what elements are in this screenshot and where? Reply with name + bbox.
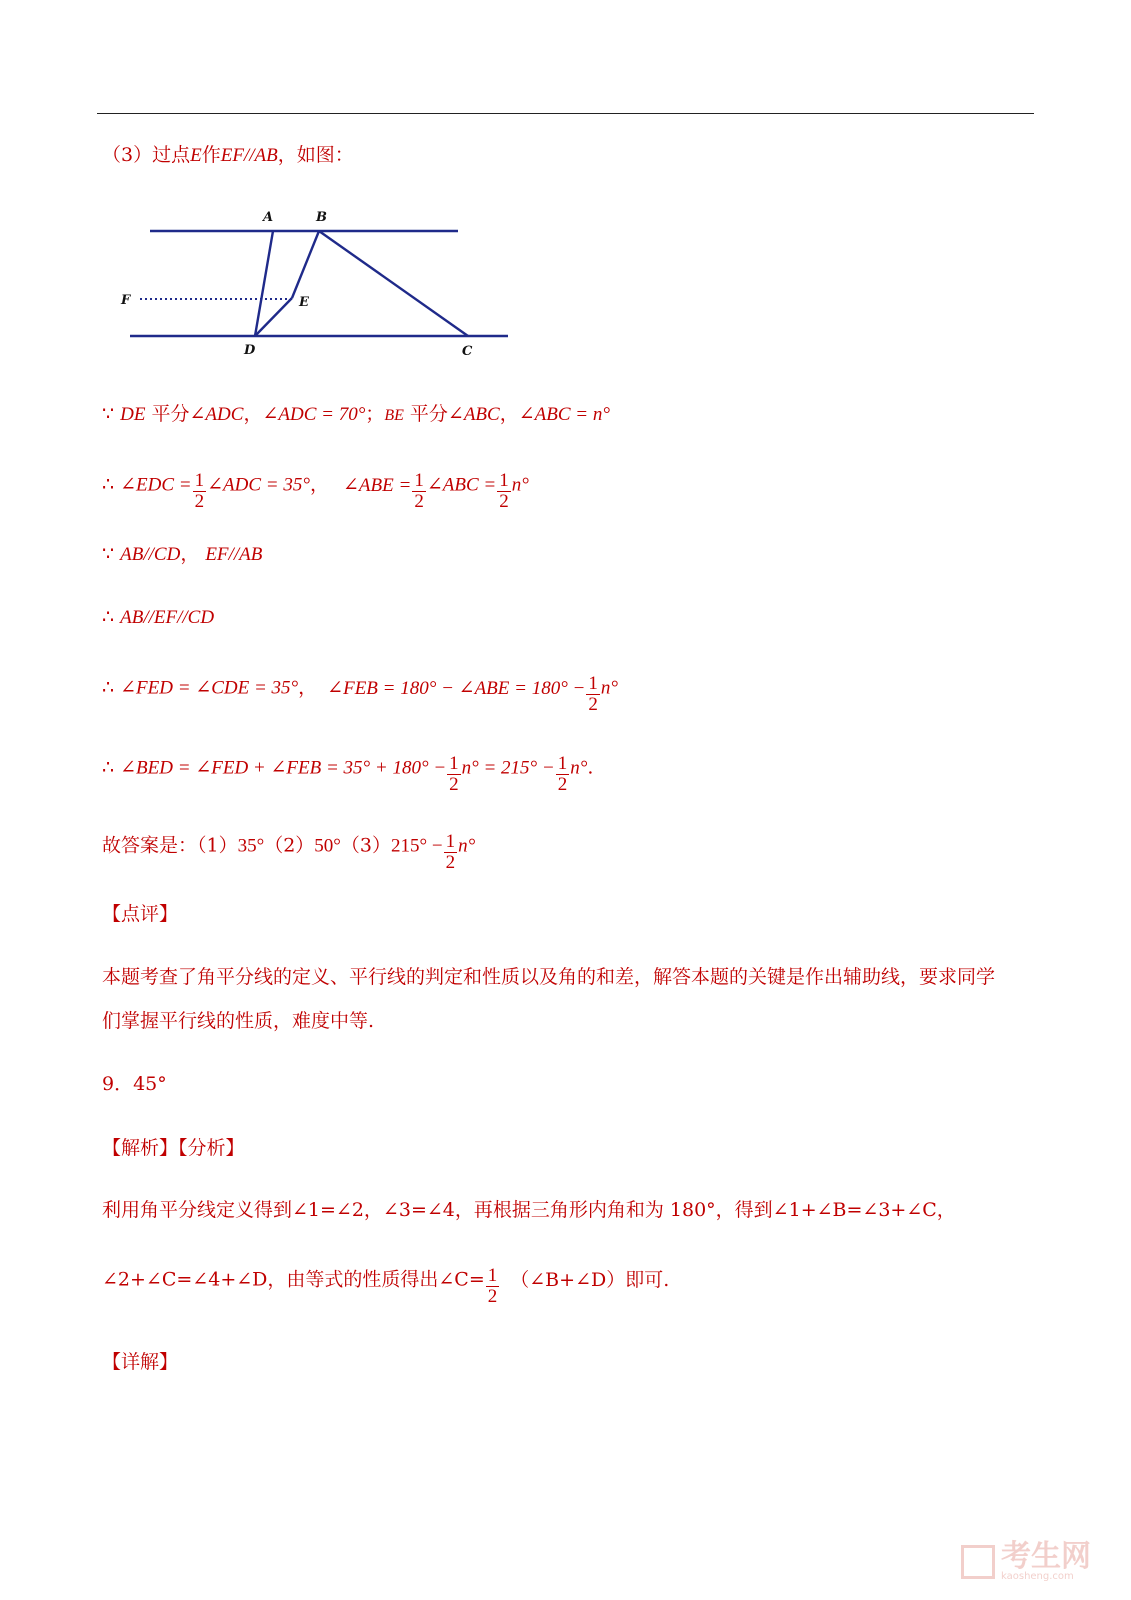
l1-semicolon: ； — [365, 403, 385, 425]
label-c: C — [462, 344, 473, 359]
therefore-symbol: ∴ — [102, 606, 121, 628]
analysis-line-2-start: ∠2+∠C=∠4+∠D，由等式的性质得出∠C= — [102, 1268, 485, 1291]
proof-line-3 — [102, 545, 262, 564]
frac-den: 2 — [499, 491, 509, 512]
l1-comma-2: ， — [499, 403, 519, 425]
l2-edc: ∠EDC = — [120, 474, 192, 496]
fraction-half — [556, 754, 570, 795]
because-symbol: ∵ — [102, 403, 121, 425]
label-e: E — [299, 295, 309, 310]
step3-point: E — [190, 145, 202, 166]
l1-comma: ， — [243, 403, 263, 425]
fraction-half — [586, 674, 600, 715]
l5-feb: ∠FEB = 180° − ∠ABE = 180° − — [327, 677, 586, 699]
review-text: 本题考查了角平分线的定义、平行线的判定和性质以及角的和差，解答本题的关键是作出辅助线，要求同学们掌握平行线的性质，难度中等. — [102, 966, 996, 1032]
l4-parallel: AB//EF//CD — [120, 607, 215, 628]
fraction-half — [486, 1266, 500, 1307]
detail-heading: 【详解】 — [102, 1351, 179, 1373]
frac-den: 2 — [588, 694, 598, 715]
analysis-line-1: 利用角平分线定义得到∠1=∠2，∠3=∠4，再根据三角形内角和为 180°，得到∠1+∠B=∠3+∠C， — [102, 1199, 956, 1221]
header-rule — [97, 113, 1034, 114]
watermark-url: kaosheng.com — [1001, 1571, 1074, 1582]
fraction-half — [193, 471, 207, 512]
l2-adc: ∠ADC = 35° — [207, 474, 310, 496]
step3-middle: 作 — [201, 144, 221, 166]
l5-n: n° — [600, 677, 618, 699]
answer-line — [102, 826, 476, 873]
frac-den: 2 — [449, 774, 459, 795]
label-d: D — [244, 343, 256, 358]
proof-line-1 — [102, 405, 610, 424]
question-9-answer: 9．45° — [102, 1073, 167, 1095]
fraction-half — [497, 471, 511, 512]
frac-num: 1 — [414, 470, 424, 491]
frac-num: 1 — [449, 753, 459, 774]
proof-line-5 — [102, 668, 618, 715]
l6-mid: n° = 215° − — [461, 757, 555, 779]
answer-1: 35° — [237, 835, 265, 857]
fraction-half — [447, 754, 461, 795]
therefore-symbol: ∴ — [102, 473, 121, 496]
frac-den: 2 — [414, 491, 424, 512]
analysis-line-2-end: （∠B+∠D）即可. — [510, 1268, 670, 1291]
analysis-line-2 — [102, 1260, 670, 1307]
geometry-diagram — [120, 200, 520, 370]
l2-comma: ， — [309, 473, 329, 496]
l5-comma: ， — [298, 676, 318, 699]
l3-comma: ， — [180, 543, 200, 565]
l1-angle-abc: ∠ABC — [447, 404, 500, 425]
l6-bed: ∠BED = ∠FED + ∠FEB = 35° + 180° − — [120, 757, 447, 779]
l1-bisect-2: 平分 — [403, 403, 448, 425]
frac-num: 1 — [194, 470, 205, 491]
frac-num: 1 — [557, 753, 568, 774]
therefore-symbol: ∴ — [102, 676, 121, 699]
proof-line-6 — [102, 748, 594, 795]
segment-bc — [319, 231, 468, 336]
answer-3-n: n° — [458, 835, 476, 857]
frac-den: 2 — [194, 491, 205, 512]
frac-num: 1 — [445, 831, 456, 852]
answer-2-label: （2） — [264, 834, 315, 857]
answer-3-label: （3） — [340, 834, 391, 857]
l5-fed: ∠FED = ∠CDE = 35° — [120, 677, 299, 699]
frac-num: 1 — [588, 673, 598, 694]
step3-line — [102, 146, 354, 165]
frac-num: 1 — [499, 470, 509, 491]
fraction-half — [444, 832, 458, 873]
watermark — [961, 1539, 1091, 1582]
answer-2: 50° — [314, 835, 341, 857]
l3-ef-ab: EF//AB — [205, 544, 263, 565]
answer-label: 故答案是：（1） — [102, 834, 238, 857]
watermark-logo-icon — [961, 1545, 995, 1579]
l1-de: DE — [120, 404, 146, 425]
l2-abc: ∠ABC = — [426, 474, 497, 496]
step3-prefix: （3）过点 — [102, 144, 191, 166]
review-heading: 【点评】 — [102, 903, 179, 925]
because-symbol: ∵ — [102, 543, 121, 565]
segment-be — [292, 231, 319, 298]
proof-line-2 — [102, 465, 529, 512]
l1-bisect: 平分 — [145, 403, 190, 425]
frac-den: 2 — [487, 1286, 498, 1307]
l6-n: n° — [570, 757, 588, 779]
l2-n: n° — [511, 474, 529, 496]
step3-suffix: ，如图： — [277, 144, 354, 166]
l2-abe: ∠ABE = — [343, 474, 412, 496]
label-a: A — [263, 210, 274, 225]
l6-period: . — [587, 756, 594, 779]
frac-den: 2 — [557, 774, 568, 795]
l1-abc-value: ∠ABC = n° — [518, 404, 610, 425]
label-b: B — [316, 210, 327, 225]
frac-num: 1 — [487, 1265, 498, 1286]
proof-line-4 — [102, 608, 214, 627]
l1-adc-value: ∠ADC = 70° — [262, 404, 366, 425]
analysis-heading: 【解析】【分析】 — [102, 1137, 245, 1159]
label-f: F — [121, 293, 131, 308]
therefore-symbol: ∴ — [102, 756, 121, 779]
step3-rel: EF//AB — [220, 145, 278, 166]
frac-den: 2 — [445, 852, 456, 873]
fraction-half — [412, 471, 426, 512]
watermark-brand: 考生网 — [1001, 1539, 1091, 1574]
l3-ab-cd: AB//CD — [120, 544, 181, 565]
l1-be: BE — [384, 407, 404, 424]
answer-3: 215° − — [391, 835, 443, 857]
l1-angle-adc: ∠ADC — [189, 404, 244, 425]
